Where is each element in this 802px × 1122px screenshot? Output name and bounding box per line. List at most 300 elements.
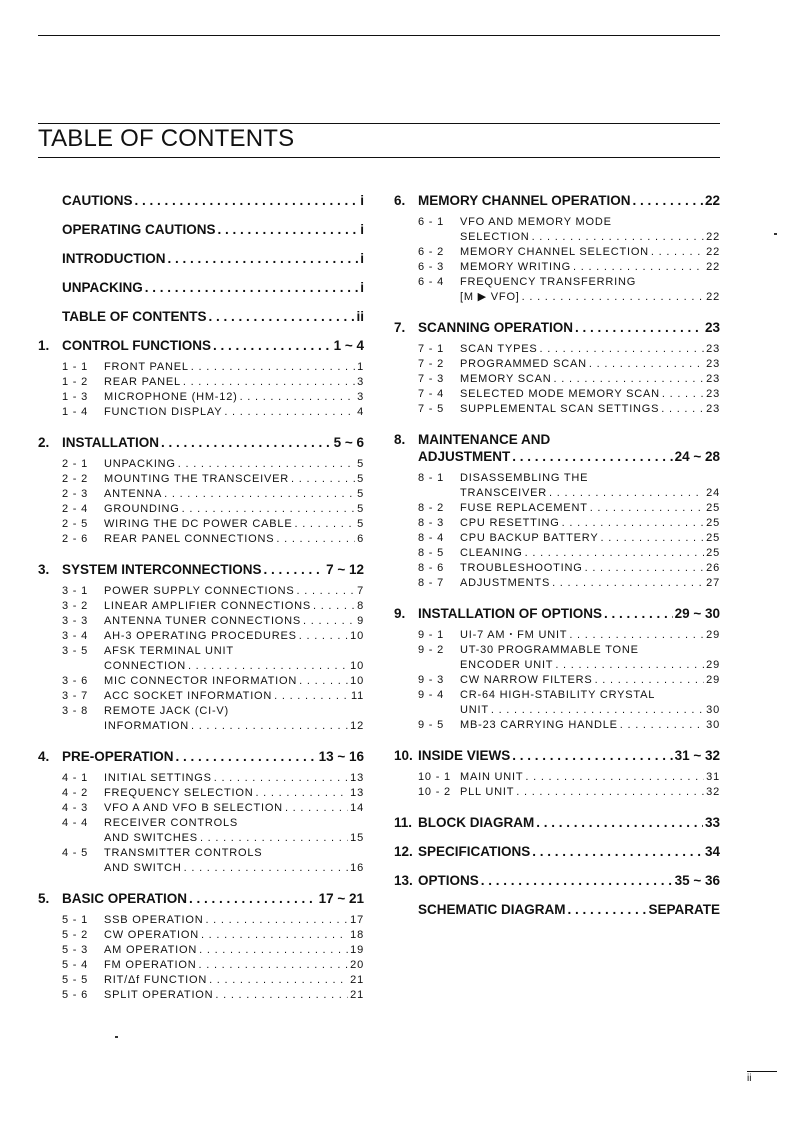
dot-leader <box>135 192 359 209</box>
section-entry[interactable] <box>418 673 720 688</box>
section-entry[interactable] <box>418 260 720 275</box>
entry-page: 24 ~ 28 <box>674 449 720 464</box>
section-number: 5 - 2 <box>62 929 89 941</box>
dot-leader <box>294 517 355 532</box>
dot-leader <box>525 770 704 785</box>
entry-title: CONNECTION <box>104 660 186 672</box>
toc-entry-unnumbered[interactable] <box>38 221 364 238</box>
entry-title: INTRODUCTION <box>62 251 166 266</box>
chapter-pages: 34 <box>704 844 720 859</box>
entry-title: ENCODER UNIT <box>460 659 554 671</box>
section-number: 9 - 3 <box>418 674 445 686</box>
section-entry[interactable] <box>62 457 364 472</box>
entry-title: FREQUENCY SELECTION <box>104 787 254 799</box>
section-entry[interactable] <box>62 614 364 629</box>
section-number: 1 - 3 <box>62 391 89 403</box>
chapter-number: 2. <box>38 435 50 450</box>
entry-page: 23 <box>706 388 720 400</box>
section-entry[interactable] <box>62 704 364 734</box>
section-entry[interactable] <box>418 275 720 305</box>
entry-title: AM OPERATION <box>104 944 198 956</box>
section-line[interactable] <box>460 387 720 402</box>
section-line[interactable] <box>104 375 364 390</box>
entry-page: ii <box>356 309 364 324</box>
section-entry[interactable] <box>418 402 720 417</box>
toc-chapter <box>394 431 720 591</box>
section-number: 4 - 3 <box>62 802 89 814</box>
dot-leader <box>299 629 348 644</box>
section-entry[interactable] <box>418 471 720 501</box>
section-entry[interactable] <box>62 644 364 674</box>
dot-leader <box>191 719 348 734</box>
dot-leader <box>299 674 348 689</box>
section-entry[interactable] <box>62 771 364 786</box>
dot-leader <box>199 958 349 973</box>
section-entry[interactable] <box>62 689 364 704</box>
section-entry[interactable] <box>62 988 364 1003</box>
entry-title: POWER SUPPLY CONNECTIONS <box>104 585 295 597</box>
dot-leader <box>264 561 325 578</box>
chapter-title-line <box>394 814 720 831</box>
chapter-heading[interactable] <box>38 337 364 354</box>
chapter-heading[interactable] <box>38 748 364 765</box>
section-number: 7 - 2 <box>418 358 445 370</box>
section-number: 6 - 2 <box>418 246 445 258</box>
chapter-heading[interactable] <box>38 561 364 578</box>
section-number: 8 - 1 <box>418 472 445 484</box>
dot-leader <box>516 785 704 800</box>
section-line[interactable] <box>104 629 364 644</box>
entry-title: PROGRAMMED SCAN <box>460 358 587 370</box>
section-line[interactable] <box>104 390 364 405</box>
chapter-title: BLOCK DIAGRAM <box>418 815 535 830</box>
chapter-pages: 13 ~ 16 <box>318 749 364 764</box>
section-body <box>104 472 364 487</box>
section-entry[interactable] <box>62 973 364 988</box>
section-number: 3 - 2 <box>62 600 89 612</box>
section-entry[interactable] <box>418 215 720 245</box>
section-line[interactable] <box>104 487 364 502</box>
section-list <box>38 584 364 734</box>
section-list <box>38 360 364 420</box>
section-line[interactable] <box>104 928 364 943</box>
section-body <box>104 988 364 1003</box>
entry-page: SEPARATE <box>648 902 720 917</box>
entry-title: SELECTION <box>460 231 530 243</box>
section-line[interactable] <box>104 599 364 614</box>
chapter-title-line <box>394 319 720 336</box>
section-line[interactable] <box>104 988 364 1003</box>
section-entry[interactable] <box>62 599 364 614</box>
section-line[interactable] <box>460 576 720 591</box>
section-line[interactable] <box>460 546 720 561</box>
section-body <box>104 614 364 629</box>
section-line[interactable] <box>460 342 720 357</box>
section-line[interactable] <box>460 486 720 501</box>
chapter-title-line[interactable] <box>394 448 720 465</box>
toc-line[interactable] <box>62 192 364 209</box>
toc-line[interactable] <box>418 901 720 918</box>
section-line[interactable] <box>460 561 720 576</box>
dot-leader <box>555 658 704 673</box>
section-line[interactable] <box>460 260 720 275</box>
entry-page: 7 <box>357 585 364 597</box>
chapter-heading[interactable] <box>394 431 720 465</box>
entry-page: 23 <box>706 403 720 415</box>
section-line[interactable] <box>104 532 364 547</box>
section-body <box>460 718 720 733</box>
section-body <box>460 215 720 245</box>
section-body <box>460 516 720 531</box>
entry-page: 21 <box>350 989 364 1001</box>
dot-leader <box>512 747 672 764</box>
entry-title: CPU BACKUP BATTERY <box>460 532 599 544</box>
entry-page: 12 <box>350 720 364 732</box>
section-entry[interactable] <box>62 472 364 487</box>
chapter-heading[interactable] <box>394 872 720 889</box>
section-number: 3 - 5 <box>62 645 89 657</box>
section-entry[interactable] <box>418 357 720 372</box>
page-title: TABLE OF CONTENTS <box>38 125 295 152</box>
section-entry[interactable] <box>418 576 720 591</box>
section-entry[interactable] <box>62 801 364 816</box>
section-entry[interactable] <box>62 532 364 547</box>
section-line[interactable] <box>104 517 364 532</box>
section-line[interactable] <box>104 659 364 674</box>
section-entry[interactable] <box>62 487 364 502</box>
toc-chapter <box>394 843 720 860</box>
section-number: 1 - 4 <box>62 406 89 418</box>
section-body <box>460 770 720 785</box>
section-body <box>460 471 720 501</box>
section-body <box>460 342 720 357</box>
toc-entry-unnumbered[interactable] <box>38 192 364 209</box>
section-entry[interactable] <box>418 342 720 357</box>
section-entry[interactable] <box>62 360 364 375</box>
section-body <box>104 390 364 405</box>
dot-leader <box>552 576 704 591</box>
entry-page: 14 <box>350 802 364 814</box>
chapter-pages: 33 <box>704 815 720 830</box>
section-entry[interactable] <box>418 372 720 387</box>
dot-leader <box>176 748 317 765</box>
section-line[interactable] <box>460 402 720 417</box>
chapter-pages: 5 ~ 6 <box>333 435 364 450</box>
chapter-title-line <box>394 843 720 860</box>
entry-title: [M ▶ VFO] <box>460 291 520 303</box>
dot-leader <box>184 861 348 876</box>
section-entry[interactable] <box>62 502 364 517</box>
section-line[interactable] <box>104 786 364 801</box>
chapter-heading[interactable] <box>394 319 720 336</box>
top-rule <box>38 35 720 36</box>
section-line[interactable] <box>460 245 720 260</box>
chapter-title-line <box>394 872 720 889</box>
dot-leader <box>532 843 703 860</box>
entry-page: 21 <box>350 974 364 986</box>
section-line[interactable] <box>460 501 720 516</box>
section-body <box>104 786 364 801</box>
section-entry[interactable] <box>418 643 720 673</box>
toc-entry-unnumbered[interactable] <box>394 901 720 918</box>
entry-page: 29 <box>706 629 720 641</box>
dot-leader <box>549 486 704 501</box>
section-line[interactable] <box>104 801 364 816</box>
section-entry[interactable] <box>62 786 364 801</box>
section-number: 4 - 5 <box>62 847 89 859</box>
chapter-title: INSTALLATION <box>62 435 159 450</box>
section-entry[interactable] <box>62 629 364 644</box>
section-line[interactable] <box>460 357 720 372</box>
chapter-title-line <box>38 890 364 907</box>
section-body <box>104 913 364 928</box>
entry-page: 5 <box>357 473 364 485</box>
section-line[interactable] <box>104 913 364 928</box>
dot-leader <box>276 532 355 547</box>
section-line[interactable] <box>460 703 720 718</box>
chapter-title-line <box>394 605 720 622</box>
section-entry[interactable] <box>62 958 364 973</box>
section-entry[interactable] <box>62 584 364 599</box>
section-line[interactable] <box>460 770 720 785</box>
section-number: 3 - 4 <box>62 630 89 642</box>
chapter-heading[interactable] <box>394 843 720 860</box>
section-entry[interactable] <box>418 245 720 260</box>
section-line[interactable] <box>460 628 720 643</box>
section-entry[interactable] <box>418 531 720 546</box>
section-title: AFSK TERMINAL UNIT <box>104 645 234 657</box>
dot-leader <box>189 890 317 907</box>
entry-page: 22 <box>706 246 720 258</box>
section-entry[interactable] <box>418 546 720 561</box>
entry-page: 9 <box>357 615 364 627</box>
section-number: 2 - 1 <box>62 458 89 470</box>
entry-title: CLEANING <box>460 547 523 559</box>
chapter-heading[interactable] <box>394 605 720 622</box>
toc-line[interactable] <box>62 308 364 325</box>
entry-title: MAIN UNIT <box>460 771 524 783</box>
section-line[interactable] <box>104 360 364 375</box>
section-entry[interactable] <box>418 628 720 643</box>
section-body <box>104 644 364 674</box>
section-entry[interactable] <box>418 516 720 531</box>
section-body <box>104 846 364 876</box>
entry-title: LINEAR AMPLIFIER CONNECTIONS <box>104 600 311 612</box>
section-entry[interactable] <box>418 770 720 785</box>
toc-chapter <box>38 748 364 876</box>
entry-title: MEMORY SCAN <box>460 373 552 385</box>
section-line[interactable] <box>104 457 364 472</box>
entry-title: CW OPERATION <box>104 929 199 941</box>
section-line[interactable] <box>104 405 364 420</box>
dot-leader <box>199 943 348 958</box>
section-line[interactable] <box>104 689 364 704</box>
section-entry[interactable] <box>418 785 720 800</box>
chapter-heading[interactable] <box>394 814 720 831</box>
section-line[interactable] <box>104 958 364 973</box>
section-entry[interactable] <box>62 913 364 928</box>
entry-title: MIC CONNECTOR INFORMATION <box>104 675 298 687</box>
section-entry[interactable] <box>418 718 720 733</box>
entry-title: UNPACKING <box>104 458 176 470</box>
section-line[interactable] <box>460 718 720 733</box>
section-line[interactable] <box>460 372 720 387</box>
section-entry[interactable] <box>62 390 364 405</box>
toc-entry-unnumbered[interactable] <box>38 279 364 296</box>
entry-title: MB-23 CARRYING HANDLE <box>460 719 618 731</box>
chapter-title-line <box>38 337 364 354</box>
toc-entry-unnumbered[interactable] <box>38 250 364 267</box>
section-body <box>104 502 364 517</box>
toc-line[interactable] <box>62 221 364 238</box>
dot-leader <box>481 872 673 889</box>
section-body <box>460 387 720 402</box>
section-number: 3 - 3 <box>62 615 89 627</box>
entry-title: UNPACKING <box>62 280 143 295</box>
chapter-number: 11. <box>394 815 413 830</box>
section-entry[interactable] <box>418 501 720 516</box>
section-number: 10 - 2 <box>418 786 451 798</box>
chapter-heading[interactable] <box>394 747 720 764</box>
toc-chapter <box>38 434 364 547</box>
entry-title: SCHEMATIC DIAGRAM <box>418 902 566 917</box>
section-line[interactable] <box>104 861 364 876</box>
entry-page: 23 <box>706 373 720 385</box>
section-title: FREQUENCY TRANSFERRING <box>460 276 637 288</box>
section-line[interactable] <box>104 502 364 517</box>
section-line[interactable] <box>460 785 720 800</box>
section-entry[interactable] <box>62 405 364 420</box>
section-body <box>104 973 364 988</box>
section-list <box>38 771 364 876</box>
section-body <box>104 816 364 846</box>
dot-leader <box>313 599 355 614</box>
chapter-pages: 1 ~ 4 <box>333 338 364 353</box>
toc-line[interactable] <box>62 250 364 267</box>
dot-leader <box>303 614 355 629</box>
dot-leader <box>525 546 705 561</box>
section-entry[interactable] <box>418 387 720 402</box>
section-body <box>104 584 364 599</box>
section-number: 2 - 6 <box>62 533 89 545</box>
dot-leader <box>291 472 355 487</box>
section-line[interactable] <box>460 673 720 688</box>
chapter-title: CONTROL FUNCTIONS <box>62 338 211 353</box>
entry-page: 23 <box>706 358 720 370</box>
section-line[interactable] <box>104 719 364 734</box>
entry-title: UNIT <box>460 704 489 716</box>
entry-title: FUSE REPLACEMENT <box>460 502 588 514</box>
chapter-heading[interactable] <box>394 192 720 209</box>
section-body <box>104 801 364 816</box>
entry-title: ANTENNA TUNER CONNECTIONS <box>104 615 302 627</box>
entry-title: CPU RESETTING <box>460 517 560 529</box>
toc-chapter <box>38 561 364 734</box>
section-body <box>460 643 720 673</box>
toc-line[interactable] <box>62 279 364 296</box>
section-line[interactable] <box>460 516 720 531</box>
section-body <box>460 260 720 275</box>
section-body <box>460 501 720 516</box>
section-entry[interactable] <box>418 688 720 718</box>
section-entry[interactable] <box>62 375 364 390</box>
section-number: 7 - 3 <box>418 373 445 385</box>
section-line[interactable] <box>104 472 364 487</box>
toc-chapter <box>38 337 364 420</box>
section-line[interactable] <box>104 614 364 629</box>
section-title: DISASSEMBLING THE <box>460 472 589 484</box>
entry-title: INFORMATION <box>104 720 189 732</box>
section-line[interactable] <box>460 658 720 673</box>
section-body <box>104 360 364 375</box>
chapter-title-line <box>38 748 364 765</box>
section-line[interactable] <box>104 674 364 689</box>
toc-entry-unnumbered[interactable] <box>38 308 364 325</box>
section-body <box>460 402 720 417</box>
entry-title: CAUTIONS <box>62 193 133 208</box>
section-line[interactable] <box>104 943 364 958</box>
section-entry[interactable] <box>62 674 364 689</box>
chapter-number: 12. <box>394 844 413 859</box>
entry-page: 10 <box>350 630 364 642</box>
section-body <box>460 785 720 800</box>
entry-title: SUPPLEMENTAL SCAN SETTINGS <box>460 403 660 415</box>
dot-leader <box>589 357 704 372</box>
section-number: 2 - 3 <box>62 488 89 500</box>
dot-leader <box>255 786 348 801</box>
section-line[interactable] <box>460 290 720 305</box>
toc-left-column <box>38 192 364 1017</box>
section-line[interactable] <box>104 831 364 846</box>
entry-page: 23 <box>706 343 720 355</box>
section-number: 2 - 2 <box>62 473 89 485</box>
section-line[interactable] <box>104 973 364 988</box>
dot-leader <box>285 801 348 816</box>
chapter-number: 4. <box>38 749 50 764</box>
section-number: 8 - 2 <box>418 502 445 514</box>
chapter-heading[interactable] <box>38 890 364 907</box>
entry-title: RIT/Δf FUNCTION <box>104 974 208 986</box>
section-entry[interactable] <box>418 561 720 576</box>
entry-page: 3 <box>357 376 364 388</box>
dot-leader <box>145 279 358 296</box>
section-line[interactable] <box>460 531 720 546</box>
section-list <box>394 471 720 591</box>
dot-leader <box>213 337 332 354</box>
section-body <box>104 629 364 644</box>
section-entry[interactable] <box>62 943 364 958</box>
section-body <box>104 674 364 689</box>
section-entry[interactable] <box>62 846 364 876</box>
section-line[interactable] <box>104 584 364 599</box>
chapter-title-line <box>38 434 364 451</box>
entry-title: TABLE OF CONTENTS <box>62 309 207 324</box>
section-entry[interactable] <box>62 928 364 943</box>
dot-leader <box>161 434 332 451</box>
chapter-heading[interactable] <box>38 434 364 451</box>
section-line[interactable] <box>104 771 364 786</box>
section-entry[interactable] <box>62 816 364 846</box>
section-body <box>460 673 720 688</box>
section-body <box>104 958 364 973</box>
entry-page: 22 <box>706 291 720 303</box>
section-line[interactable] <box>460 230 720 245</box>
dot-leader <box>183 375 355 390</box>
entry-title: FRONT PANEL <box>104 361 189 373</box>
chapter-title: INSIDE VIEWS <box>418 748 511 763</box>
section-entry[interactable] <box>62 517 364 532</box>
entry-title: FM OPERATION <box>104 959 197 971</box>
